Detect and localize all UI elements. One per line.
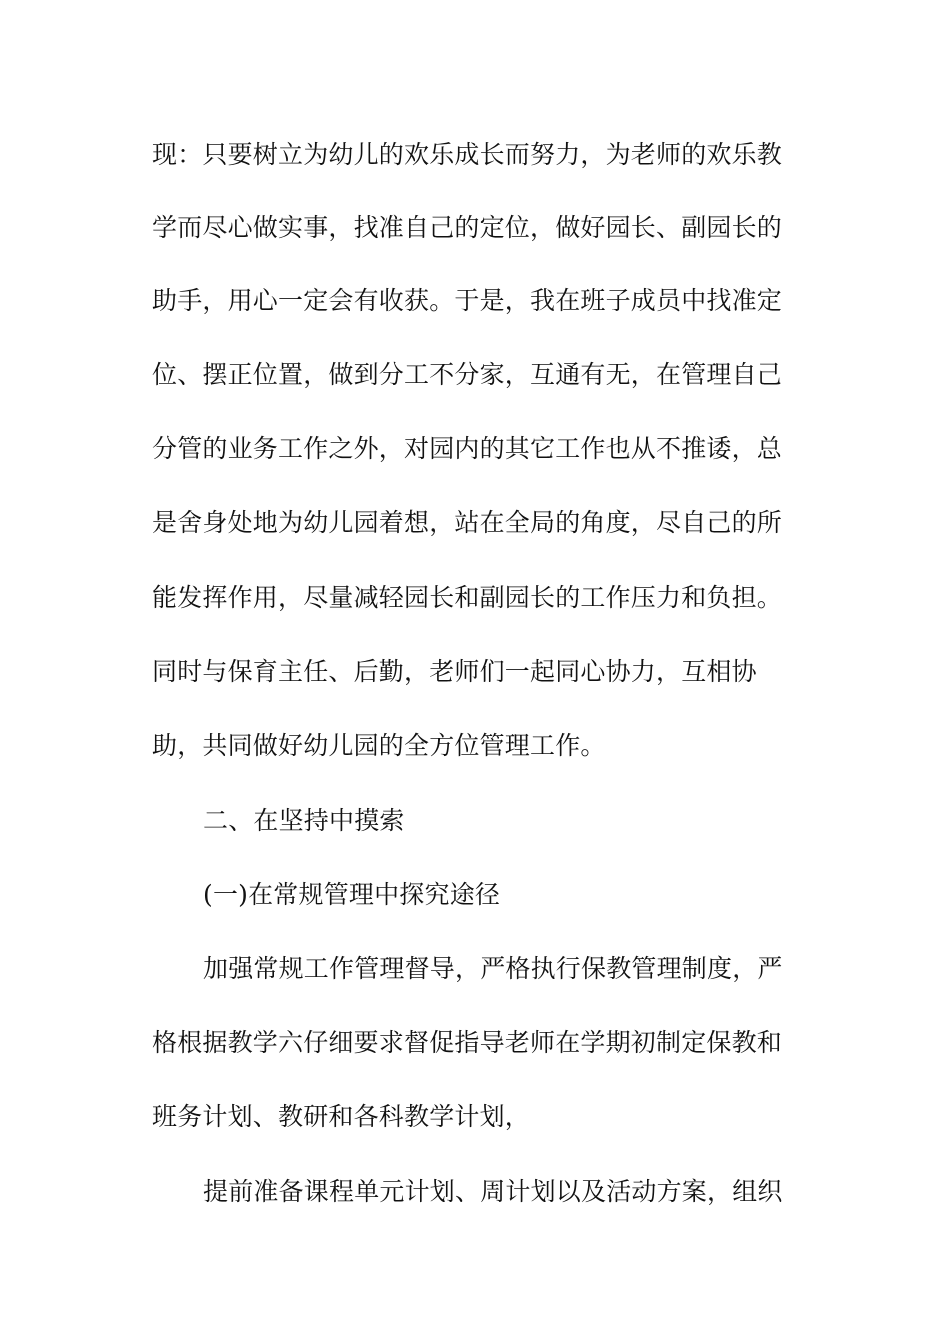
paragraph-line: 助，共同做好幼儿园的全方位管理工作。	[152, 731, 606, 760]
paragraph-line: 格根据教学六仔细要求督促指导老师在学期初制定保教和	[152, 1028, 783, 1057]
paragraph-line: 位、摆正位置，做到分工不分家，互通有无，在管理自己	[152, 360, 783, 389]
paragraph-line: 助手，用心一定会有收获。于是，我在班子成员中找准定	[152, 286, 783, 315]
paragraph-line: 班务计划、教研和各科教学计划，	[152, 1102, 531, 1131]
paragraph-line: 提前准备课程单元计划、周计划以及活动方案，组织	[203, 1177, 783, 1206]
paragraph-line: 加强常规工作管理督导，严格执行保教管理制度，严	[203, 954, 783, 983]
paragraph-line: 同时与保育主任、后勤，老师们一起同心协力，互相协	[152, 657, 757, 686]
paragraph-line: 能发挥作用，尽量减轻园长和副园长的工作压力和负担。	[152, 583, 783, 612]
paragraph-line: 分管的业务工作之外，对园内的其它工作也从不推诿，总	[152, 434, 783, 463]
paragraph-line: 现：只要树立为幼儿的欢乐成长而努力，为老师的欢乐教	[152, 140, 783, 169]
subsection-heading: (一)在常规管理中探究途径	[203, 880, 501, 909]
paragraph-line: 是舍身处地为幼儿园着想，站在全局的角度，尽自己的所	[152, 508, 783, 537]
paragraph-line: 学而尽心做实事，找准自己的定位，做好园长、副园长的	[152, 213, 783, 242]
section-heading: 二、在坚持中摸索	[203, 806, 405, 835]
